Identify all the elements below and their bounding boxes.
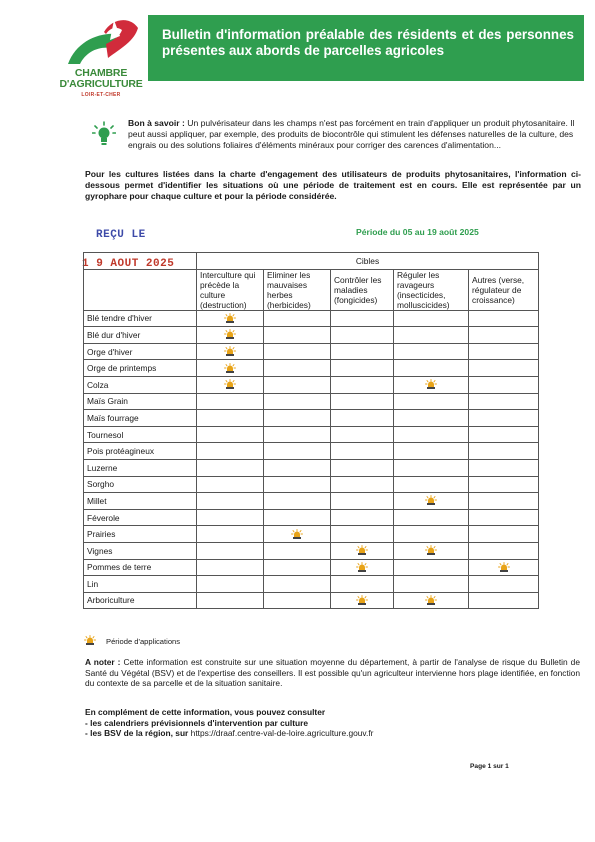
beacon-icon (356, 562, 368, 573)
treatment-cell (331, 360, 394, 377)
treatment-cell (197, 393, 264, 410)
treatment-cell (264, 592, 331, 609)
treatment-cell (197, 343, 264, 360)
received-stamp-label: REÇU LE (96, 229, 146, 241)
treatment-cell (469, 592, 539, 609)
table-row (84, 410, 539, 427)
col-header-autres: Autres (verse, régulateur de croissance) (469, 269, 539, 310)
crop-name: Pois protéagineux (84, 443, 197, 460)
beacon-icon (224, 329, 236, 340)
treatment-cell (264, 410, 331, 427)
treatment-cell (331, 526, 394, 543)
period-label: Période du 05 au 19 août 2025 (356, 227, 479, 237)
treatment-cell (331, 592, 394, 609)
crop-name: Arboriculture (84, 592, 197, 609)
bsv-link[interactable]: https://draaf.centre-val-de-loire.agriculture.gouv.fr (190, 728, 374, 739)
treatment-cell (197, 576, 264, 593)
a-noter-paragraph (85, 657, 580, 689)
treatment-cell (331, 476, 394, 493)
treatment-cell (469, 393, 539, 410)
empty-corner (84, 253, 197, 270)
crop-name: Tournesol (84, 426, 197, 443)
treatment-cell (394, 476, 469, 493)
treatment-cell (197, 459, 264, 476)
table-row (84, 360, 539, 377)
beacon-icon (356, 545, 368, 556)
treatment-cell (469, 310, 539, 327)
treatment-cell (331, 559, 394, 576)
treatment-cell (469, 376, 539, 393)
treatment-cell (264, 443, 331, 460)
table-row (84, 509, 539, 526)
treatment-cell (331, 410, 394, 427)
treatment-cell (264, 542, 331, 559)
cibles-header: Cibles (197, 253, 539, 270)
table-row (84, 542, 539, 559)
treatment-cell (264, 526, 331, 543)
treatment-cell (264, 559, 331, 576)
legend-label: Période d'applications (106, 637, 181, 646)
treatment-cell (264, 360, 331, 377)
table-row (84, 459, 539, 476)
treatment-cell (331, 509, 394, 526)
table-row (84, 393, 539, 410)
cibles-header-row (84, 253, 539, 270)
received-stamp-date: 1 9 AOUT 2025 (82, 258, 175, 270)
treatment-cell (197, 360, 264, 377)
crop-name: Luzerne (84, 459, 197, 476)
treatment-cell (264, 393, 331, 410)
treatment-cell (197, 493, 264, 510)
column-header-row (84, 269, 539, 310)
treatment-cell (264, 476, 331, 493)
treatment-cell (394, 393, 469, 410)
treatment-cell (394, 526, 469, 543)
crop-name: Vignes (84, 542, 197, 559)
col-header-fongicides: Contrôler les maladies (fongicides) (331, 269, 394, 310)
treatment-cell (197, 376, 264, 393)
table-row (84, 559, 539, 576)
table-row (84, 310, 539, 327)
treatment-cell (197, 443, 264, 460)
crop-name: Orge de printemps (84, 360, 197, 377)
treatment-cell (394, 310, 469, 327)
treatment-cell (264, 343, 331, 360)
crop-name: Blé tendre d'hiver (84, 310, 197, 327)
treatment-cell (264, 459, 331, 476)
treatment-cell (197, 327, 264, 344)
treatment-cell (394, 376, 469, 393)
intro-paragraph: Pour les cultures listées dans la charte d'engagement des utilisateurs de produits phytosanitaires, l'information ci-dessous permet d'identifier les situations où une période de traitement est en cours. Elle est représentée par un gyrophare pour chaque culture et pour la période considérée. (85, 169, 581, 201)
crop-name: Orge d'hiver (84, 343, 197, 360)
crop-name: Prairies (84, 526, 197, 543)
treatment-cell (469, 360, 539, 377)
table-row (84, 493, 539, 510)
treatment-cell (394, 343, 469, 360)
logo-department: LOIR-ET-CHER (81, 92, 121, 98)
logo-text: CHAMBRE D'AGRICULTURE (59, 67, 143, 90)
complement-title: En complément de cette information, vous pouvez consulter (85, 707, 326, 717)
treatment-cell (197, 509, 264, 526)
treatment-cell (469, 542, 539, 559)
beacon-icon (425, 379, 437, 390)
empty-corner (84, 269, 197, 310)
table-row (84, 327, 539, 344)
treatment-cell (469, 526, 539, 543)
treatment-cell (469, 476, 539, 493)
complement-item-calendriers: - les calendriers prévisionnels d'intervention par culture (85, 717, 309, 728)
treatment-cell (469, 493, 539, 510)
crop-name: Millet (84, 493, 197, 510)
crop-name: Sorgho (84, 476, 197, 493)
treatment-cell (469, 459, 539, 476)
crop-name: Colza (84, 376, 197, 393)
beacon-icon (425, 495, 437, 506)
beacon-icon (425, 595, 437, 606)
treatment-cell (331, 493, 394, 510)
table-row (84, 343, 539, 360)
treatment-cell (197, 542, 264, 559)
beacon-icon (84, 635, 96, 646)
treatment-cell (469, 410, 539, 427)
beacon-icon (224, 379, 236, 390)
crop-name: Lin (84, 576, 197, 593)
table-row (84, 476, 539, 493)
col-header-herbicides: Eliminer les mauvaises herbes (herbicides) (264, 269, 331, 310)
complement-item-bsv (85, 728, 580, 739)
a-noter-label: A noter : (85, 657, 121, 667)
treatment-cell (264, 310, 331, 327)
treatment-cell (197, 592, 264, 609)
table-row (84, 592, 539, 609)
treatment-cell (331, 426, 394, 443)
treatment-cell (264, 493, 331, 510)
treatment-cell (394, 559, 469, 576)
treatment-cell (394, 493, 469, 510)
treatment-cell (331, 310, 394, 327)
crop-name: Maïs fourrage (84, 410, 197, 427)
beacon-icon (425, 545, 437, 556)
table-row (84, 426, 539, 443)
beacon-icon (224, 346, 236, 357)
table-row (84, 576, 539, 593)
table-row (84, 526, 539, 543)
bon-a-savoir-text: Un pulvérisateur dans les champs n'est pas forcément en train d'appliquer un produit phytosanitaire. Il peut aussi appliquer, par exemple, des produits de biocontrôle qui stimulent les défenses naturelles de la culture, des engrais ou des solutions foliaires d'éléments minéraux pour corriger des carences d'alimentation... (128, 118, 575, 150)
crop-name: Blé dur d'hiver (84, 327, 197, 344)
treatment-table (83, 252, 539, 609)
treatment-cell (331, 443, 394, 460)
bon-a-savoir-label: Bon à savoir : (128, 118, 185, 128)
treatment-cell (197, 310, 264, 327)
table-row (84, 376, 539, 393)
page-number: Page 1 sur 1 (470, 763, 509, 770)
treatment-cell (469, 426, 539, 443)
treatment-cell (394, 509, 469, 526)
complement-block (85, 707, 580, 739)
treatment-cell (197, 476, 264, 493)
treatment-cell (394, 443, 469, 460)
treatment-cell (331, 576, 394, 593)
treatment-cell (197, 410, 264, 427)
treatment-cell (469, 327, 539, 344)
treatment-cell (264, 327, 331, 344)
treatment-cell (264, 509, 331, 526)
crop-rows (84, 310, 539, 609)
treatment-cell (394, 426, 469, 443)
beacon-icon (356, 595, 368, 606)
treatment-cell (394, 542, 469, 559)
beacon-icon (224, 363, 236, 374)
a-noter-text: Cette information est construite sur une situation moyenne du département, à partir de l'analyse de risque du Bulletin de Santé du Végétal (BSV) et de l'expertise des conseillers. Il est possible qu'un agriculteur intervienne hors plage identifiée, en fonction du contexte de sa parcelle et de la situation sanitaire. (85, 657, 580, 689)
beacon-icon (498, 562, 510, 573)
col-header-insecticides: Réguler les ravageurs (insecticides, molluscicides) (394, 269, 469, 310)
treatment-cell (469, 343, 539, 360)
treatment-cell (331, 327, 394, 344)
treatment-cell (264, 426, 331, 443)
treatment-cell (469, 576, 539, 593)
treatment-cell (331, 542, 394, 559)
treatment-cell (331, 376, 394, 393)
treatment-cell (469, 509, 539, 526)
bon-a-savoir-paragraph (128, 118, 580, 151)
col-header-interculture: Interculture qui précède la culture (destruction) (197, 269, 264, 310)
treatment-cell (264, 576, 331, 593)
treatment-cell (331, 393, 394, 410)
treatment-cell (394, 360, 469, 377)
treatment-cell (331, 343, 394, 360)
treatment-cell (197, 526, 264, 543)
treatment-cell (394, 592, 469, 609)
treatment-cell (394, 459, 469, 476)
treatment-cell (197, 559, 264, 576)
treatment-cell (394, 576, 469, 593)
crop-name: Féverole (84, 509, 197, 526)
treatment-cell (394, 410, 469, 427)
lightbulb-icon (92, 121, 116, 147)
treatment-cell (264, 376, 331, 393)
treatment-cell (197, 426, 264, 443)
treatment-cell (469, 559, 539, 576)
crop-name: Pommes de terre (84, 559, 197, 576)
treatment-cell (394, 327, 469, 344)
beacon-icon (291, 529, 303, 540)
beacon-icon (224, 313, 236, 324)
table-row (84, 443, 539, 460)
treatment-cell (469, 443, 539, 460)
crop-name: Maïs Grain (84, 393, 197, 410)
complement-item-bsv-prefix: - les BSV de la région, sur (85, 728, 191, 739)
page-title: Bulletin d'information préalable des résidents et des personnes présentes aux abords de parcelles agricoles (162, 27, 574, 58)
treatment-cell (331, 459, 394, 476)
